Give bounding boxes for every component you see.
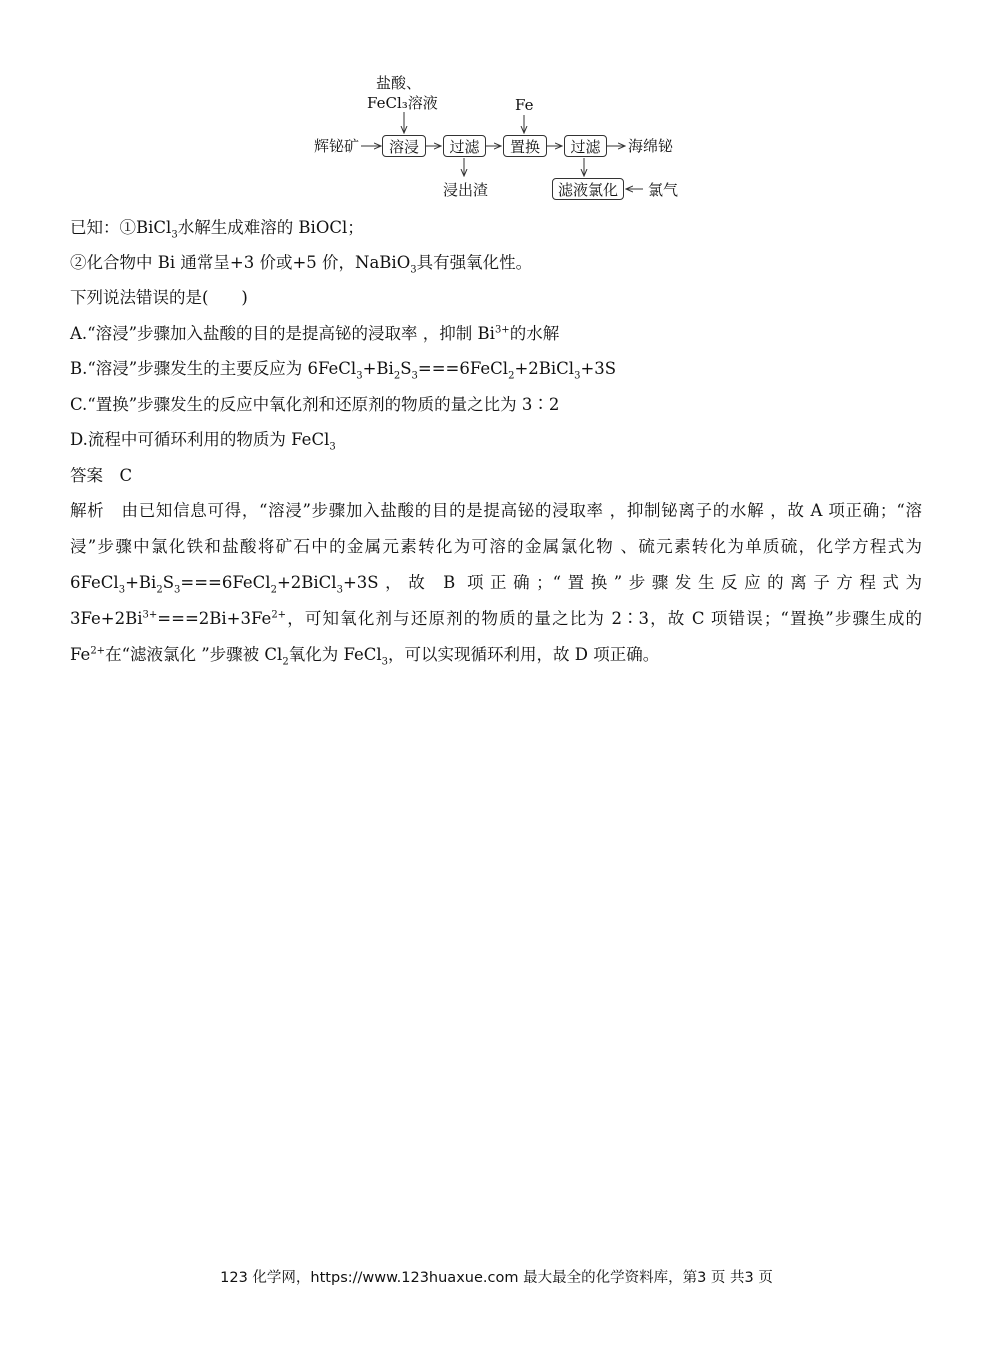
product-label: 海绵铋 — [628, 137, 674, 155]
option-b: B.“溶浸”步骤发生的主要反应为 $6FeCl_3+Bi_2S_3===6FeCl_2+2BiCl_3+3S$ — [70, 359, 617, 382]
flowchart-arrows — [0, 0, 993, 210]
replace-box: 置换 — [503, 135, 547, 157]
chlorinate-box: 滤液氯化 — [552, 178, 624, 200]
leach-box: 溶浸 — [382, 135, 426, 157]
option-c: C.“置换”步骤发生的反应中氧化剂和还原剂的物质的量之比为 3∶2 — [70, 395, 560, 414]
reagent-label-2: FeCl₃溶液 — [367, 94, 438, 112]
ore-label: 辉铋矿 — [314, 137, 360, 155]
known-item-2: ②化合物中 Bi 通常呈+3 价或+5 价，NaBiO$_3$具有强氧化性。 — [70, 253, 533, 276]
known-item-1: 已知：①BiCl$_3$水解生成难溶的 BiOCl； — [70, 218, 364, 241]
filter-box-1: 过滤 — [443, 135, 486, 157]
process-flowchart — [0, 0, 993, 210]
reagent-label-1: 盐酸、 — [376, 74, 422, 92]
page-footer: 123 化学网，https://www.123huaxue.com 最大最全的化学资料库，第3 页 共3 页 — [220, 1270, 773, 1286]
chlorine-label: 氯气 — [648, 181, 679, 199]
filter-box-2: 过滤 — [564, 135, 607, 157]
question-stem: 下列说法错误的是( ) — [70, 288, 248, 307]
residue-label: 浸出渣 — [443, 181, 489, 199]
analysis-paragraph: 解析 由已知信息可得，“溶浸”步骤加入盐酸的目的是提高铋的浸取率 ，抑制铋离子的水解 ，故 A 项正确；“溶浸”步骤中氯化铁和盐酸将矿石中的金属元素转化为可溶的金属氯化物 、硫元素转化为单质硫，化学方程式为 $6FeCl_3+Bi_2S_3===6FeCl_2+2BiCl_3+3S$，故 B 项正确；“置换”步骤发生反应的离子方程式为 $3Fe+2Bi^{3+}===2Bi+3Fe^{2+}$，可知氧化剂与还原剂的物质的量之比为 2∶3，故 C 项错误；“置换”步骤生成的 $Fe^{2+}$在“滤液氯化 ”步骤被 $Cl_2$氧化为 FeCl$_3$，可以实现循环利用，故 D 项正确。 — [70, 501, 922, 668]
answer-line: 答案 C — [70, 466, 133, 485]
option-a: A.“溶浸”步骤加入盐酸的目的是提高铋的浸取率 ，抑制 $Bi^{3+}$的水解 — [70, 324, 560, 343]
option-d: D.流程中可循环利用的物质为 FeCl$_3$ — [70, 430, 336, 453]
fe-label: Fe — [515, 96, 534, 114]
